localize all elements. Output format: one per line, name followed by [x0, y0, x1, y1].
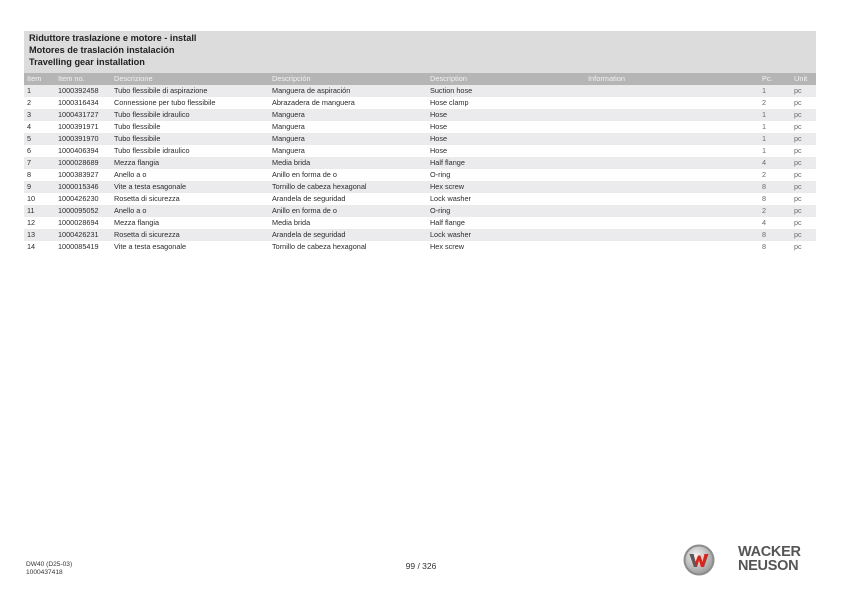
table-row — [24, 157, 816, 169]
cell-item-number: 13 — [27, 230, 36, 239]
cell-description-spanish: Tornillo de cabeza hexagonal — [272, 242, 367, 251]
cell-description-italian: Anello a o — [114, 170, 147, 179]
cell-description-italian: Tubo flessibile di aspirazione — [114, 86, 208, 95]
cell-part-number: 1000391970 — [58, 134, 99, 143]
table-row — [24, 193, 816, 205]
cell-description-english: Lock washer — [430, 230, 471, 239]
cell-description-english: Lock washer — [430, 194, 471, 203]
header-pc: Pc. — [762, 74, 773, 83]
table-row — [24, 121, 816, 133]
cell-description-italian: Tubo flessibile idraulico — [114, 146, 190, 155]
cell-item-number: 5 — [27, 134, 32, 143]
table-row — [24, 181, 816, 193]
cell-description-spanish: Abrazadera de manguera — [272, 98, 355, 107]
cell-part-number: 1000316434 — [58, 98, 99, 107]
cell-unit: pc — [794, 230, 802, 239]
table-row — [24, 133, 816, 145]
cell-description-italian: Mezza flangia — [114, 218, 160, 227]
cell-description-english: Suction hose — [430, 86, 473, 95]
cell-description-english: O-ring — [430, 206, 451, 215]
cell-item-number: 11 — [27, 206, 35, 215]
model-label: DW40 (D25-03) — [26, 561, 73, 568]
cell-part-number: 1000383927 — [58, 170, 99, 179]
table-row — [24, 97, 816, 109]
table-row — [24, 145, 816, 157]
cell-description-italian: Vite a testa esagonale — [114, 242, 187, 251]
cell-description-italian: Tubo flessibile — [114, 134, 161, 143]
cell-quantity: 8 — [762, 194, 767, 203]
cell-description-english: Half flange — [430, 218, 465, 227]
cell-description-spanish: Tornillo de cabeza hexagonal — [272, 182, 367, 191]
cell-description-italian: Rosetta di sicurezza — [114, 194, 180, 203]
cell-description-english: Hose — [430, 146, 448, 155]
cell-quantity: 2 — [762, 170, 767, 179]
cell-description-italian: Tubo flessibile — [114, 122, 161, 131]
cell-description-italian: Connessione per tubo flessibile — [114, 98, 216, 107]
cell-unit: pc — [794, 86, 802, 95]
cell-item-number: 12 — [27, 218, 36, 227]
cell-part-number: 1000015346 — [58, 182, 99, 191]
cell-quantity: 4 — [762, 158, 767, 167]
table-body — [24, 85, 816, 253]
cell-description-italian: Rosetta di sicurezza — [114, 230, 180, 239]
cell-item-number: 2 — [27, 98, 32, 107]
cell-description-spanish: Manguera — [272, 134, 305, 143]
cell-item-number: 14 — [27, 242, 36, 251]
cell-item-number: 3 — [27, 110, 32, 119]
cell-part-number: 1000028694 — [58, 218, 99, 227]
cell-item-number: 7 — [27, 158, 32, 167]
cell-unit: pc — [794, 110, 802, 119]
cell-description-spanish: Arandela de seguridad — [272, 194, 346, 203]
cell-quantity: 2 — [762, 206, 767, 215]
table-row — [24, 169, 816, 181]
cell-quantity: 2 — [762, 98, 767, 107]
logo-line-2: NEUSON — [738, 558, 799, 574]
cell-part-number: 1000095052 — [58, 206, 99, 215]
cell-item-number: 1 — [27, 86, 32, 95]
title-italian: Riduttore traslazione e motore - install — [29, 33, 197, 43]
cell-quantity: 8 — [762, 242, 767, 251]
cell-part-number: 1000392458 — [58, 86, 99, 95]
cell-item-number: 8 — [27, 170, 32, 179]
title-english: Travelling gear installation — [29, 57, 145, 67]
cell-description-italian: Mezza flangia — [114, 158, 160, 167]
cell-quantity: 1 — [762, 110, 767, 119]
cell-unit: pc — [794, 134, 802, 143]
page-title-block — [24, 31, 816, 73]
cell-unit: pc — [794, 158, 802, 167]
table-row — [24, 217, 816, 229]
cell-description-spanish: Media brida — [272, 158, 311, 167]
table-row — [24, 109, 816, 121]
cell-description-english: Half flange — [430, 158, 465, 167]
cell-unit: pc — [794, 146, 802, 155]
header-item-no: Item no. — [58, 74, 85, 83]
cell-unit: pc — [794, 122, 802, 131]
cell-quantity: 1 — [762, 86, 767, 95]
cell-part-number: 1000085419 — [58, 242, 99, 251]
cell-description-italian: Tubo flessibile idraulico — [114, 110, 190, 119]
cell-item-number: 6 — [27, 146, 32, 155]
cell-description-spanish: Manguera de aspiración — [272, 86, 351, 95]
cell-quantity: 1 — [762, 146, 767, 155]
header-description: Description — [430, 74, 467, 83]
cell-part-number: 1000426231 — [58, 230, 99, 239]
cell-unit: pc — [794, 206, 802, 215]
cell-unit: pc — [794, 170, 802, 179]
header-descrizione: Descrizione — [114, 74, 153, 83]
cell-description-english: Hose — [430, 110, 448, 119]
cell-quantity: 4 — [762, 218, 767, 227]
cell-description-italian: Anello a o — [114, 206, 147, 215]
cell-description-english: Hose clamp — [430, 98, 469, 107]
cell-description-spanish: Manguera — [272, 146, 305, 155]
cell-description-italian: Vite a testa esagonale — [114, 182, 187, 191]
cell-description-spanish: Media brida — [272, 218, 311, 227]
cell-part-number: 1000028689 — [58, 158, 99, 167]
cell-part-number: 1000391971 — [58, 122, 99, 131]
cell-description-spanish: Manguera — [272, 110, 305, 119]
table-row — [24, 85, 816, 97]
cell-description-english: Hose — [430, 134, 448, 143]
table-header — [24, 73, 816, 85]
cell-unit: pc — [794, 182, 802, 191]
header-item: Item — [27, 74, 42, 83]
cell-quantity: 8 — [762, 182, 767, 191]
cell-description-spanish: Manguera — [272, 122, 305, 131]
logo-line-1: WACKER — [738, 544, 801, 560]
cell-description-spanish: Anillo en forma de o — [272, 170, 337, 179]
cell-quantity: 1 — [762, 122, 767, 131]
cell-item-number: 9 — [27, 182, 32, 191]
cell-unit: pc — [794, 218, 802, 227]
cell-description-english: Hex screw — [430, 182, 465, 191]
cell-description-spanish: Anillo en forma de o — [272, 206, 337, 215]
cell-unit: pc — [794, 98, 802, 107]
page-number: 99 / 326 — [405, 561, 437, 571]
header-unit: Unit — [794, 74, 808, 83]
cell-part-number: 1000406394 — [58, 146, 99, 155]
cell-description-english: O-ring — [430, 170, 451, 179]
cell-description-english: Hose — [430, 122, 448, 131]
cell-unit: pc — [794, 194, 802, 203]
cell-part-number: 1000431727 — [58, 110, 99, 119]
cell-item-number: 10 — [27, 194, 36, 203]
wacker-neuson-logo-text — [738, 545, 801, 573]
doc-number: 1000437418 — [26, 569, 63, 576]
title-spanish: Motores de traslación instalación — [29, 45, 175, 55]
parts-table — [24, 73, 816, 253]
cell-quantity: 8 — [762, 230, 767, 239]
cell-unit: pc — [794, 242, 802, 251]
cell-quantity: 1 — [762, 134, 767, 143]
table-row — [24, 205, 816, 217]
table-row — [24, 229, 816, 241]
table-row — [24, 241, 816, 253]
cell-description-english: Hex screw — [430, 242, 465, 251]
cell-item-number: 4 — [27, 122, 32, 131]
cell-part-number: 1000426230 — [58, 194, 99, 203]
cell-description-spanish: Arandela de seguridad — [272, 230, 346, 239]
header-information: Information — [588, 74, 625, 83]
header-descripcion: Descripción — [272, 74, 311, 83]
wacker-neuson-w-icon — [683, 544, 715, 576]
